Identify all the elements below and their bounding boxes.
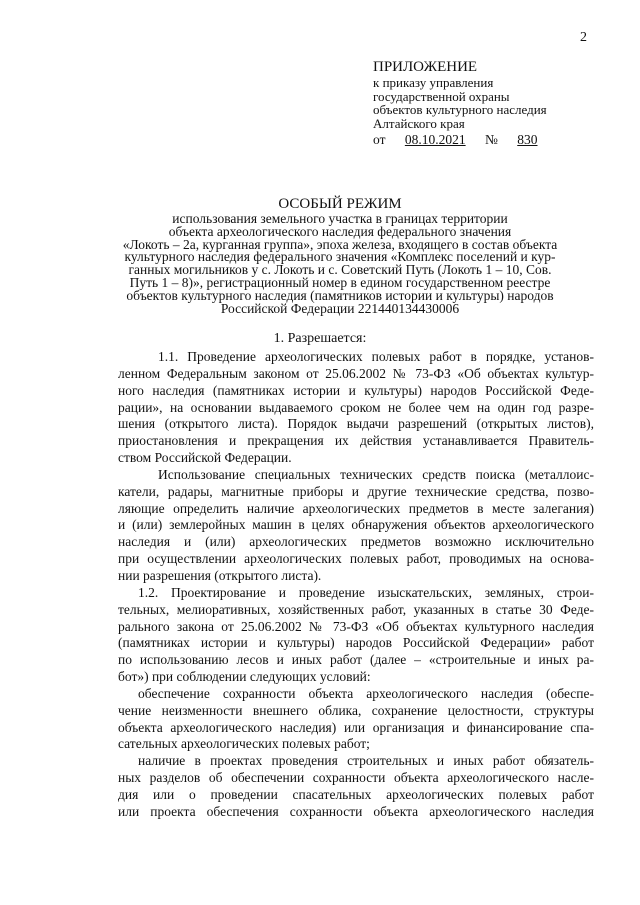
appendix-line: объектов культурного наследия — [373, 102, 547, 118]
text-line: тельных, мелиоративных, хозяйственных работ, указанных в статье 30 Феде- — [118, 601, 594, 617]
text-line: сательных археологических полевых работ; — [118, 736, 370, 752]
paragraph-1-1 — [118, 349, 594, 467]
paragraph-condition-2 — [118, 753, 594, 820]
text-line: рального закона от 25.06.2002 № 73-ФЗ «Об объектах культурного наследия — [118, 618, 594, 634]
heading-line: использования земельного участка в границах территории — [172, 211, 508, 226]
document-title: ОСОБЫЙ РЕЖИМ — [278, 196, 402, 212]
text-line: (памятниках истории и культуры) народов Российской Федерации» работ — [118, 635, 594, 651]
text-line: и (или) землеройных машин в целях обнаружения объектов археологического — [118, 517, 594, 533]
text-line: приостановления и прекращения их действия устанавливается Правитель- — [118, 433, 594, 449]
text-line: наличие в проектах проведения строительных и иных работ обязатель- — [138, 753, 594, 769]
heading-line: Путь 1 – 8)», регистрационный номер в едином государственном реестре — [129, 274, 551, 290]
heading-line: ганных могильников у с. Локоть и с. Советский Путь (Локоть 1 – 10, Сов. — [128, 262, 552, 278]
text-line: дия или о проведении спасательных археологических полевых работ — [118, 786, 594, 802]
text-line: чение неизменности внешнего облика, сохранение целостности, структуры — [118, 702, 594, 718]
text-line: 1.1. Проведение археологических полевых работ в порядке, установ- — [158, 349, 594, 364]
heading-line: «Локоть – 2а, курганная группа», эпоха железа, входящего в состав объекта — [122, 236, 558, 252]
heading-line: Российской Федерации 221440134430006 — [220, 300, 460, 316]
text-line: или проекта обеспечения сохранности объекта археологического наследия — [118, 803, 594, 819]
appendix-block — [373, 59, 613, 148]
text-line: ленном Федеральным законом от 25.06.2002 № 73-ФЗ «Об объектах культур- — [118, 365, 594, 381]
text-line: Использование специальных технических средств поиска (металлоис- — [158, 466, 594, 482]
text-line: ляющие определить наличие археологических предметов в месте залегания) — [118, 500, 594, 516]
order-date-number — [373, 132, 613, 148]
text-line: шения (открытого листа). Порядок выдачи разрешений (открытых листов), — [118, 416, 594, 432]
page-number: 2 — [580, 30, 587, 45]
text-line: наследия и (или) археологических предметов возможно исключительно — [118, 534, 594, 550]
order-number: 830 — [517, 132, 538, 148]
text-line: катели, радары, магнитные приборы и другие технические средства, позво- — [118, 483, 594, 499]
appendix-line: государственной охраны — [373, 88, 510, 104]
heading-line: культурного наследия федерального значения «Комплекс поселений и кур- — [124, 249, 556, 265]
document-body — [118, 349, 594, 821]
appendix-line: к приказу управления — [373, 75, 494, 90]
text-line: объекта археологического наследия) или организация и финансирование спа- — [118, 719, 594, 735]
heading-line: объекта археологического наследия федерального значения — [168, 223, 512, 239]
text-line: при осуществлении археологических полевых работ, проводимых на основа- — [118, 551, 594, 567]
text-line: по использованию лесов и иных работ (далее – «строительные и иных ра- — [118, 652, 594, 668]
order-date: 08.10.2021 — [404, 132, 466, 148]
appendix-title: ПРИЛОЖЕНИЕ — [373, 59, 478, 75]
text-line: бот») при соблюдении следующих условий: — [118, 669, 371, 685]
text-line: ных разделов об обеспечении сохранности объекта археологического насле- — [118, 770, 594, 786]
section-heading: 1. Разрешается: — [273, 331, 367, 346]
text-line: 1.2. Проектирование и проведение изыскательских, земляных, строи- — [138, 584, 594, 600]
number-label: № — [484, 132, 498, 148]
from-label: от — [373, 132, 386, 148]
paragraph-1-2 — [118, 585, 594, 686]
appendix-line: Алтайского края — [373, 115, 465, 131]
heading-line: объектов культурного наследия (памятников истории и культуры) народов — [126, 287, 554, 303]
paragraph-technical-means — [118, 467, 594, 585]
text-line: рации», на основании выдаваемого сроком не более чем на один год разре- — [118, 399, 594, 415]
text-line: нии разрешения (открытого листа). — [118, 567, 322, 583]
text-line: ного наследия (памятниках истории и культуры) народов Российской Феде- — [118, 382, 594, 398]
paragraph-condition-1 — [118, 686, 594, 753]
text-line: обеспечение сохранности объекта археологического наследия (обеспе- — [138, 685, 594, 701]
text-line: ством Российской Федерации. — [118, 450, 292, 466]
document-heading — [88, 196, 592, 315]
